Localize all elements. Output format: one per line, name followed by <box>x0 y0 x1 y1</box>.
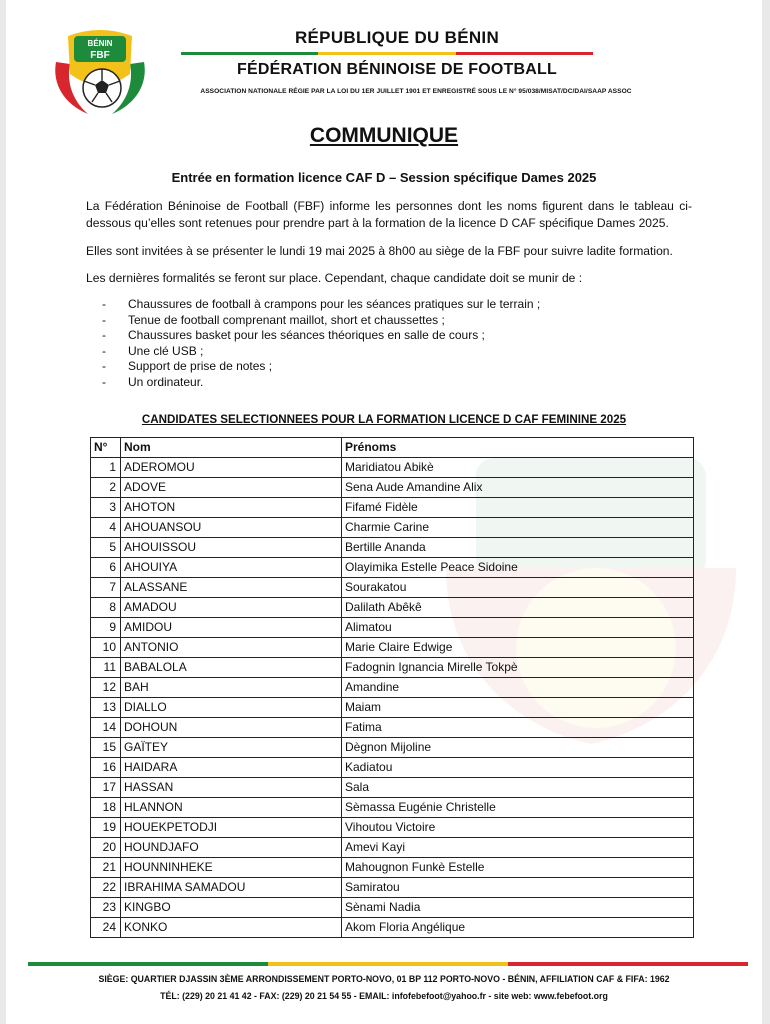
table-row <box>91 578 694 598</box>
cell-number: 9 <box>91 618 121 638</box>
column-header-nom: Nom <box>121 438 342 458</box>
cell-nom: HASSAN <box>121 778 342 798</box>
cell-prenoms: Mahougnon Funkè Estelle <box>342 858 694 878</box>
cell-nom: HLANNON <box>121 798 342 818</box>
cell-nom: BABALOLA <box>121 658 342 678</box>
cell-prenoms: Alimatou <box>342 618 694 638</box>
paragraph-formalities: Les dernières formalités se feront sur place. Cependant, chaque candidate doit se munir de : <box>86 271 583 285</box>
cell-prenoms: Amevi Kayi <box>342 838 694 858</box>
table-row <box>91 658 694 678</box>
cell-nom: KONKO <box>121 918 342 938</box>
cell-prenoms: Vihoutou Victoire <box>342 818 694 838</box>
table-row <box>91 898 694 918</box>
logo-text-benin: BÉNIN <box>87 39 113 48</box>
requirements-list <box>102 297 540 390</box>
cell-nom: ANTONIO <box>121 638 342 658</box>
flag-stripe-bottom <box>28 962 748 966</box>
cell-nom: BAH <box>121 678 342 698</box>
cell-nom: AMADOU <box>121 598 342 618</box>
cell-nom: DIALLO <box>121 698 342 718</box>
cell-number: 16 <box>91 758 121 778</box>
cell-prenoms: Sourakatou <box>342 578 694 598</box>
republic-title: RÉPUBLIQUE DU BÉNIN <box>294 28 500 47</box>
cell-number: 12 <box>91 678 121 698</box>
list-item: - Une clé USB ; <box>102 343 204 358</box>
cell-prenoms: Sala <box>342 778 694 798</box>
list-item: - Support de prise de notes ; <box>102 359 273 373</box>
cell-nom: AHOTON <box>121 498 342 518</box>
cell-number: 15 <box>91 738 121 758</box>
cell-number: 18 <box>91 798 121 818</box>
table-title: CANDIDATES SELECTIONNEES POUR LA FORMATION LICENCE D CAF FEMININE 2025 <box>141 413 627 426</box>
cell-number: 11 <box>91 658 121 678</box>
cell-prenoms: Marie Claire Edwige <box>342 638 694 658</box>
table-row <box>91 858 694 878</box>
cell-prenoms: Maiam <box>342 698 694 718</box>
cell-prenoms: Maridiatou Abikè <box>342 458 694 478</box>
cell-nom: HOUNDJAFO <box>121 838 342 858</box>
table-row <box>91 598 694 618</box>
cell-nom: ADOVE <box>121 478 342 498</box>
cell-prenoms: Akom Floria Angélique <box>342 918 694 938</box>
cell-nom: HAIDARA <box>121 758 342 778</box>
logo-text-fbf: FBF <box>90 50 110 61</box>
cell-number: 23 <box>91 898 121 918</box>
cell-nom: HOUNNINHEKE <box>121 858 342 878</box>
cell-number: 4 <box>91 518 121 538</box>
cell-prenoms: Fifamé Fidèle <box>342 498 694 518</box>
table-row <box>91 718 694 738</box>
federation-title: FÉDÉRATION BÉNINOISE DE FOOTBALL <box>237 61 557 78</box>
cell-nom: IBRAHIMA SAMADOU <box>121 878 342 898</box>
cell-nom: AHOUISSOU <box>121 538 342 558</box>
list-item: - Chaussures de football à crampons pour les séances pratiques sur le terrain ; <box>102 297 541 311</box>
table-row <box>91 518 694 538</box>
table-row <box>91 538 694 558</box>
table-row <box>91 798 694 818</box>
association-note: ASSOCIATION NATIONALE RÉGIE PAR LA LOI DU 1ER JUILLET 1901 ET ENREGISTRÉ SOUS LE N° 95/038/MISAT/DC/DAI/SAAP ASSOC <box>200 88 632 95</box>
cell-number: 21 <box>91 858 121 878</box>
table-row <box>91 498 694 518</box>
cell-prenoms: Bertille Ananda <box>342 538 694 558</box>
table-row <box>91 738 694 758</box>
list-item: - Tenue de football comprenant maillot, short et chaussettes ; <box>102 312 445 327</box>
table-row <box>91 558 694 578</box>
cell-number: 17 <box>91 778 121 798</box>
cell-nom: KINGBO <box>121 898 342 918</box>
fbf-logo <box>48 22 152 118</box>
cell-number: 22 <box>91 878 121 898</box>
communique-heading: COMMUNIQUE <box>309 124 459 147</box>
table-row <box>91 818 694 838</box>
cell-prenoms: Kadiatou <box>342 758 694 778</box>
table-row <box>91 638 694 658</box>
table-row <box>91 618 694 638</box>
candidates-table <box>90 437 694 938</box>
cell-prenoms: Olayimika Estelle Peace Sidoine <box>342 558 694 578</box>
cell-prenoms: Amandine <box>342 678 694 698</box>
footer-contacts: TÉL: (229) 20 21 41 42 - FAX: (229) 20 21 54 55 - EMAIL: infofebefoot@yahoo.fr - site web: www.febefoot.org <box>160 991 608 1001</box>
cell-number: 5 <box>91 538 121 558</box>
table-row <box>91 758 694 778</box>
cell-number: 7 <box>91 578 121 598</box>
flag-stripe-top <box>181 52 593 55</box>
table-header-row <box>91 438 694 458</box>
cell-prenoms: Fadognin Ignancia Mirelle Tokpè <box>342 658 694 678</box>
cell-number: 2 <box>91 478 121 498</box>
cell-prenoms: Dègnon Mijoline <box>342 738 694 758</box>
table-row <box>91 698 694 718</box>
cell-prenoms: Dalilath Abêkê <box>342 598 694 618</box>
cell-prenoms: Charmie Carine <box>342 518 694 538</box>
cell-nom: ADEROMOU <box>121 458 342 478</box>
footer-address: SIÈGE: QUARTIER DJASSIN 3ÈME ARRONDISSEMENT PORTO-NOVO, 01 BP 112 PORTO-NOVO - BÉNIN, AFFILIATION CAF & FIFA: 1962 <box>98 974 670 984</box>
cell-nom: AHOUANSOU <box>121 518 342 538</box>
cell-number: 10 <box>91 638 121 658</box>
cell-number: 1 <box>91 458 121 478</box>
cell-nom: DOHOUN <box>121 718 342 738</box>
cell-nom: AHOUIYA <box>121 558 342 578</box>
table-row <box>91 458 694 478</box>
cell-number: 14 <box>91 718 121 738</box>
cell-number: 19 <box>91 818 121 838</box>
cell-number: 13 <box>91 698 121 718</box>
table-row <box>91 918 694 938</box>
column-header-prenoms: Prénoms <box>342 438 694 458</box>
table-body <box>91 458 694 938</box>
cell-prenoms: Samiratou <box>342 878 694 898</box>
cell-number: 8 <box>91 598 121 618</box>
cell-prenoms: Sena Aude Amandine Alix <box>342 478 694 498</box>
table-row <box>91 678 694 698</box>
cell-prenoms: Fatima <box>342 718 694 738</box>
cell-prenoms: Sènami Nadia <box>342 898 694 918</box>
cell-number: 24 <box>91 918 121 938</box>
communique-subtitle: Entrée en formation licence CAF D – Session spécifique Dames 2025 <box>171 170 597 185</box>
cell-nom: AMIDOU <box>121 618 342 638</box>
cell-prenoms: Sèmassa Eugénie Christelle <box>342 798 694 818</box>
table-row <box>91 778 694 798</box>
list-item: - Un ordinateur. <box>102 374 204 389</box>
table-row <box>91 478 694 498</box>
cell-number: 6 <box>91 558 121 578</box>
cell-nom: GAÏTEY <box>121 738 342 758</box>
cell-nom: ALASSANE <box>121 578 342 598</box>
paragraph-date: Elles sont invitées à se présenter le lundi 19 mai 2025 à 8h00 au siège de la FBF pour suivre ladite formation. <box>86 244 673 258</box>
cell-number: 3 <box>91 498 121 518</box>
list-item: - Chaussures basket pour les séances théoriques en salle de cours ; <box>102 328 485 342</box>
paragraph-intro: La Fédération Béninoise de Football (FBF) informe les personnes dont les noms figurent dans le tableau ci-dessous qu’elles sont retenues pour prendre part à la formation de la licence D CAF spécifique Dames 2025. <box>86 199 692 230</box>
table-row <box>91 878 694 898</box>
document-page <box>6 0 762 1024</box>
cell-nom: HOUEKPETODJI <box>121 818 342 838</box>
table-row <box>91 838 694 858</box>
column-header-number: N° <box>91 438 121 458</box>
cell-number: 20 <box>91 838 121 858</box>
